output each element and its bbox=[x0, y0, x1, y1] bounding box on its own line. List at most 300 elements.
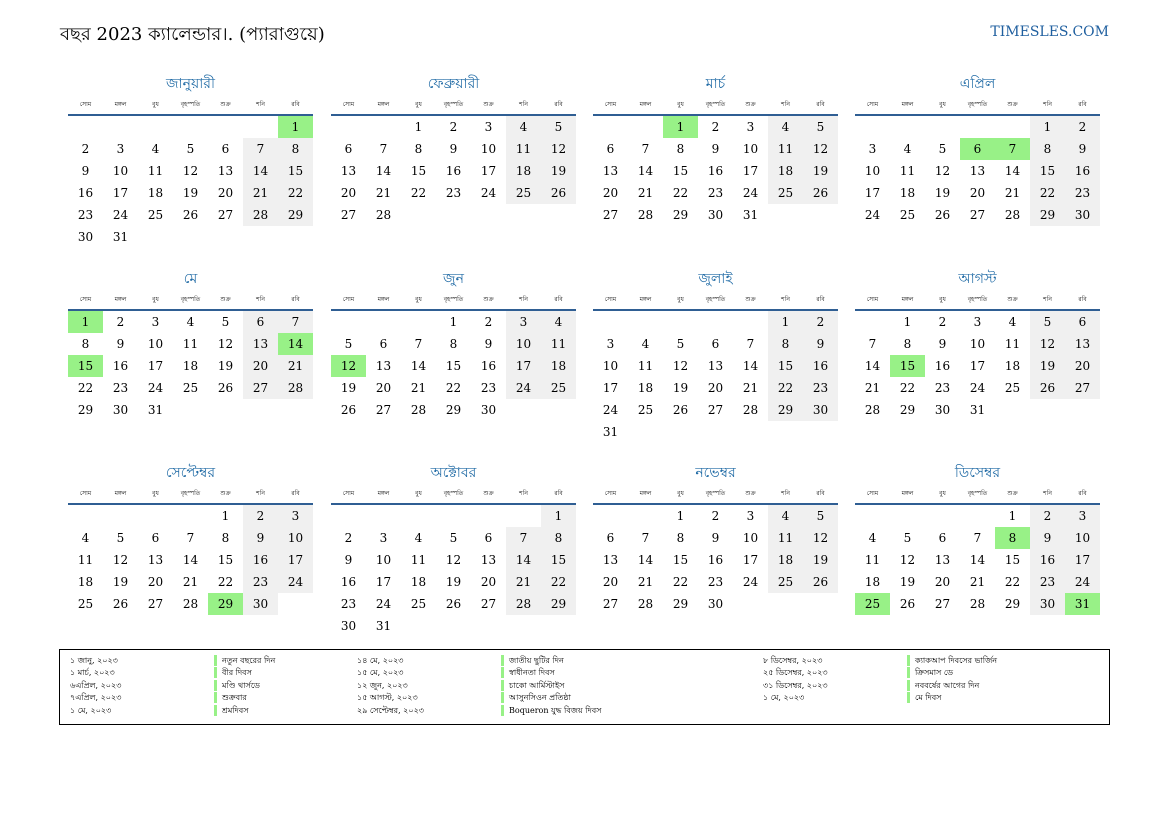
day-cell: 17 bbox=[742, 164, 759, 178]
month-calendar bbox=[855, 72, 1100, 226]
day-cell: 12 bbox=[672, 359, 689, 373]
day-cell: 21 bbox=[375, 186, 392, 200]
day-cell: 11 bbox=[768, 138, 803, 160]
weekday-label: মঙ্গল bbox=[114, 490, 127, 497]
holiday-day: 15 bbox=[890, 355, 925, 377]
day-cell: 6 bbox=[221, 142, 230, 156]
month-name: নভেম্বর bbox=[695, 465, 736, 481]
month-calendar bbox=[68, 461, 313, 615]
weekday-label: বৃহস্পতি bbox=[967, 296, 988, 303]
day-cell: 24 bbox=[112, 208, 129, 222]
day-cell: 20 bbox=[969, 186, 986, 200]
day-cell: 22 bbox=[899, 381, 916, 395]
day-cell: 13 bbox=[934, 553, 951, 567]
day-cell: 31 bbox=[602, 425, 619, 439]
holiday-name: নববর্ষের আগের দিন bbox=[907, 680, 979, 691]
holiday-date: ১৫ আগস্ট, ২০২৩ bbox=[357, 693, 418, 703]
day-cell: 10 bbox=[375, 553, 392, 567]
weekday-label: রবি bbox=[1078, 101, 1087, 108]
empty-cell bbox=[138, 116, 173, 138]
holiday-date: ১৫ মে, ২০২৩ bbox=[357, 668, 404, 678]
day-cell: 2 bbox=[711, 509, 720, 523]
day-cell: 17 bbox=[112, 186, 129, 200]
day-cell: 18 bbox=[541, 355, 576, 377]
day-cell: 14 bbox=[506, 549, 541, 571]
day-cell: 20 bbox=[243, 355, 278, 377]
weekday-label: মঙ্গল bbox=[901, 490, 914, 497]
weekday-label: রবি bbox=[554, 101, 563, 108]
holiday-row bbox=[70, 655, 400, 667]
day-cell: 28 bbox=[243, 204, 278, 226]
holiday-day: 31 bbox=[1065, 593, 1100, 615]
weekday-label: রবি bbox=[816, 101, 825, 108]
day-cell: 3 bbox=[484, 120, 493, 134]
day-cell: 17 bbox=[864, 186, 881, 200]
empty-cell bbox=[103, 116, 138, 138]
day-cell: 2 bbox=[116, 315, 125, 329]
day-cell: 16 bbox=[707, 553, 724, 567]
day-cell: 31 bbox=[742, 208, 759, 222]
day-cell: 6 bbox=[606, 142, 615, 156]
holiday-name: বীর দিবস bbox=[214, 667, 252, 678]
holiday-name: মে দিবস bbox=[907, 692, 941, 703]
month-name: সেপ্টেম্বর bbox=[165, 465, 216, 481]
day-cell: 30 bbox=[707, 208, 724, 222]
day-cell: 20 bbox=[707, 381, 724, 395]
day-cell: 27 bbox=[1065, 377, 1100, 399]
day-cell: 4 bbox=[151, 142, 160, 156]
day-cell: 20 bbox=[934, 575, 951, 589]
day-cell: 3 bbox=[868, 142, 877, 156]
empty-cell bbox=[890, 505, 925, 527]
day-cell: 25 bbox=[182, 381, 199, 395]
day-cell: 20 bbox=[1065, 355, 1100, 377]
day-cell: 5 bbox=[344, 337, 353, 351]
empty-cell bbox=[366, 505, 401, 527]
day-cell: 16 bbox=[707, 164, 724, 178]
day-cell: 31 bbox=[112, 230, 129, 244]
weekday-label: শুক্র bbox=[483, 101, 494, 108]
holiday-date: ১ জানু, ২০২৩ bbox=[70, 656, 118, 665]
month-name: ফেব্রুয়ারী bbox=[427, 76, 480, 92]
weekday-label: শনি bbox=[256, 490, 265, 497]
day-cell: 9 bbox=[344, 553, 353, 567]
day-grid bbox=[593, 116, 838, 226]
weekday-header bbox=[593, 291, 838, 311]
empty-cell bbox=[331, 505, 366, 527]
day-cell: 25 bbox=[637, 403, 654, 417]
empty-cell bbox=[628, 116, 663, 138]
day-cell: 11 bbox=[182, 337, 199, 351]
day-cell: 15 bbox=[445, 359, 462, 373]
day-cell: 14 bbox=[1004, 164, 1021, 178]
day-cell: 1 bbox=[541, 505, 576, 527]
day-cell: 1 bbox=[221, 509, 230, 523]
holiday-row bbox=[357, 692, 687, 704]
day-cell: 15 bbox=[672, 553, 689, 567]
holiday-day: 12 bbox=[331, 355, 366, 377]
weekday-label: শুক্র bbox=[220, 101, 231, 108]
month-calendar bbox=[593, 267, 838, 443]
weekday-label: শুক্র bbox=[1007, 101, 1018, 108]
month-calendar bbox=[593, 461, 838, 615]
day-cell: 26 bbox=[340, 403, 357, 417]
day-cell: 1 bbox=[1008, 509, 1017, 523]
day-cell: 20 bbox=[147, 575, 164, 589]
empty-cell bbox=[663, 311, 698, 333]
day-cell: 5 bbox=[803, 116, 838, 138]
day-cell: 26 bbox=[803, 182, 838, 204]
day-cell: 30 bbox=[480, 403, 497, 417]
empty-cell bbox=[68, 505, 103, 527]
day-cell: 15 bbox=[541, 549, 576, 571]
day-cell: 28 bbox=[637, 597, 654, 611]
day-cell: 30 bbox=[112, 403, 129, 417]
weekday-header bbox=[331, 485, 576, 505]
day-cell: 21 bbox=[410, 381, 427, 395]
day-cell: 12 bbox=[934, 164, 951, 178]
day-cell: 8 bbox=[278, 138, 313, 160]
day-grid bbox=[593, 505, 838, 615]
holiday-row bbox=[357, 667, 687, 679]
empty-cell bbox=[173, 116, 208, 138]
day-cell: 22 bbox=[672, 186, 689, 200]
holiday-name: নতুন বছরের দিন bbox=[214, 655, 275, 666]
day-cell: 26 bbox=[541, 182, 576, 204]
day-cell: 21 bbox=[969, 575, 986, 589]
holiday-date: ৬এপ্রিল, ২০২৩ bbox=[70, 680, 122, 690]
weekday-label: বৃহস্পতি bbox=[180, 490, 201, 497]
holiday-row bbox=[70, 680, 400, 692]
weekday-label: রবি bbox=[816, 296, 825, 303]
day-grid bbox=[331, 311, 576, 421]
day-grid bbox=[593, 311, 838, 443]
weekday-label: শুক্র bbox=[745, 296, 756, 303]
day-cell: 2 bbox=[938, 315, 947, 329]
day-cell: 29 bbox=[1030, 204, 1065, 226]
holiday-row bbox=[357, 680, 687, 692]
day-cell: 13 bbox=[375, 359, 392, 373]
day-cell: 25 bbox=[1004, 381, 1021, 395]
day-cell: 24 bbox=[506, 377, 541, 399]
day-cell: 6 bbox=[344, 142, 353, 156]
empty-cell bbox=[960, 116, 995, 138]
month-calendar bbox=[855, 461, 1100, 615]
day-cell: 18 bbox=[182, 359, 199, 373]
day-cell: 30 bbox=[934, 403, 951, 417]
weekday-label: শনি bbox=[781, 490, 790, 497]
day-cell: 10 bbox=[742, 142, 759, 156]
weekday-header bbox=[593, 485, 838, 505]
day-cell: 7 bbox=[379, 142, 388, 156]
holiday-date: ২৯ সেপ্টেম্বর, ২০২৩ bbox=[357, 705, 424, 715]
day-cell: 8 bbox=[1030, 138, 1065, 160]
day-grid bbox=[855, 505, 1100, 615]
month-calendar bbox=[331, 461, 576, 637]
holiday-row bbox=[763, 680, 1093, 692]
day-cell: 24 bbox=[480, 186, 497, 200]
weekday-label: মঙ্গল bbox=[377, 490, 390, 497]
day-cell: 27 bbox=[243, 377, 278, 399]
day-cell: 28 bbox=[182, 597, 199, 611]
day-cell: 22 bbox=[77, 381, 94, 395]
day-cell: 16 bbox=[445, 164, 462, 178]
day-cell: 4 bbox=[1008, 315, 1017, 329]
holiday-date: ১৪ মে, ২০২৩ bbox=[357, 656, 404, 665]
day-cell: 13 bbox=[969, 164, 986, 178]
day-cell: 19 bbox=[1030, 355, 1065, 377]
day-cell: 5 bbox=[221, 315, 230, 329]
day-cell: 30 bbox=[803, 399, 838, 421]
empty-cell bbox=[925, 505, 960, 527]
day-cell: 18 bbox=[768, 160, 803, 182]
holiday-day: 1 bbox=[663, 116, 698, 138]
weekday-label: রবি bbox=[554, 490, 563, 497]
day-cell: 3 bbox=[746, 120, 755, 134]
day-cell: 10 bbox=[506, 333, 541, 355]
weekday-label: রবি bbox=[291, 101, 300, 108]
day-cell: 9 bbox=[116, 337, 125, 351]
day-cell: 7 bbox=[868, 337, 877, 351]
day-cell: 17 bbox=[375, 575, 392, 589]
day-cell: 19 bbox=[182, 186, 199, 200]
day-cell: 25 bbox=[77, 597, 94, 611]
day-cell: 26 bbox=[217, 381, 234, 395]
day-cell: 2 bbox=[803, 311, 838, 333]
day-cell: 19 bbox=[803, 549, 838, 571]
day-cell: 14 bbox=[742, 359, 759, 373]
weekday-label: সোম bbox=[866, 490, 879, 497]
day-cell: 3 bbox=[278, 505, 313, 527]
day-cell: 19 bbox=[112, 575, 129, 589]
day-cell: 6 bbox=[243, 311, 278, 333]
day-cell: 9 bbox=[711, 531, 720, 545]
holiday-day: 29 bbox=[208, 593, 243, 615]
empty-cell bbox=[960, 505, 995, 527]
day-cell: 15 bbox=[768, 355, 803, 377]
day-cell: 16 bbox=[480, 359, 497, 373]
day-cell: 2 bbox=[484, 315, 493, 329]
day-cell: 27 bbox=[602, 597, 619, 611]
day-cell: 11 bbox=[768, 527, 803, 549]
day-cell: 14 bbox=[637, 553, 654, 567]
day-cell: 2 bbox=[344, 531, 353, 545]
day-grid bbox=[68, 505, 313, 615]
day-cell: 23 bbox=[243, 571, 278, 593]
holiday-name: শুক্রবার bbox=[214, 692, 247, 703]
day-cell: 13 bbox=[707, 359, 724, 373]
day-cell: 23 bbox=[934, 381, 951, 395]
day-cell: 24 bbox=[969, 381, 986, 395]
day-grid bbox=[68, 116, 313, 248]
empty-cell bbox=[593, 505, 628, 527]
empty-cell bbox=[331, 116, 366, 138]
day-cell: 28 bbox=[742, 403, 759, 417]
day-cell: 5 bbox=[116, 531, 125, 545]
weekday-label: বৃহস্পতি bbox=[705, 490, 726, 497]
day-cell: 19 bbox=[217, 359, 234, 373]
empty-cell bbox=[366, 311, 401, 333]
day-cell: 14 bbox=[182, 553, 199, 567]
day-cell: 30 bbox=[1030, 593, 1065, 615]
month-name: অক্টোবর bbox=[430, 465, 477, 481]
day-cell: 17 bbox=[147, 359, 164, 373]
day-cell: 29 bbox=[541, 593, 576, 615]
day-cell: 5 bbox=[903, 531, 912, 545]
day-cell: 21 bbox=[637, 186, 654, 200]
holiday-day: 15 bbox=[68, 355, 103, 377]
day-cell: 17 bbox=[278, 549, 313, 571]
day-cell: 13 bbox=[602, 164, 619, 178]
day-cell: 4 bbox=[506, 116, 541, 138]
day-cell: 11 bbox=[506, 138, 541, 160]
day-cell: 9 bbox=[81, 164, 90, 178]
day-cell: 14 bbox=[375, 164, 392, 178]
day-cell: 20 bbox=[375, 381, 392, 395]
weekday-label: রবি bbox=[1078, 296, 1087, 303]
day-cell: 11 bbox=[899, 164, 916, 178]
day-cell: 24 bbox=[742, 575, 759, 589]
day-cell: 23 bbox=[803, 377, 838, 399]
holiday-column bbox=[763, 655, 1093, 705]
day-cell: 23 bbox=[77, 208, 94, 222]
weekday-label: বুধ bbox=[939, 490, 946, 497]
day-cell: 10 bbox=[969, 337, 986, 351]
weekday-label: বুধ bbox=[939, 101, 946, 108]
day-grid bbox=[331, 505, 576, 637]
holiday-name: চাকো আর্মিস্টাইস bbox=[501, 680, 564, 691]
month-name: জুন bbox=[443, 271, 464, 287]
holiday-day: 7 bbox=[995, 138, 1030, 160]
day-cell: 5 bbox=[803, 505, 838, 527]
weekday-label: বৃহস্পতি bbox=[967, 490, 988, 497]
day-cell: 22 bbox=[768, 377, 803, 399]
empty-cell bbox=[593, 311, 628, 333]
day-grid bbox=[855, 116, 1100, 226]
holiday-date: ২৫ ডিসেম্বর, ২০২৩ bbox=[763, 668, 828, 678]
day-cell: 29 bbox=[672, 208, 689, 222]
day-cell: 4 bbox=[414, 531, 423, 545]
weekday-label: শনি bbox=[519, 490, 528, 497]
day-cell: 15 bbox=[410, 164, 427, 178]
day-cell: 25 bbox=[410, 597, 427, 611]
day-cell: 31 bbox=[147, 403, 164, 417]
day-cell: 21 bbox=[1004, 186, 1021, 200]
day-cell: 21 bbox=[506, 571, 541, 593]
weekday-label: মঙ্গল bbox=[377, 296, 390, 303]
day-cell: 27 bbox=[217, 208, 234, 222]
day-cell: 12 bbox=[803, 138, 838, 160]
day-cell: 5 bbox=[1030, 311, 1065, 333]
day-cell: 21 bbox=[243, 182, 278, 204]
day-cell: 12 bbox=[182, 164, 199, 178]
site-link[interactable]: TIMESLES.COM bbox=[990, 24, 1109, 40]
day-cell: 2 bbox=[243, 505, 278, 527]
weekday-header bbox=[68, 485, 313, 505]
empty-cell bbox=[628, 505, 663, 527]
day-cell: 11 bbox=[147, 164, 164, 178]
day-cell: 23 bbox=[707, 575, 724, 589]
weekday-label: বুধ bbox=[677, 101, 684, 108]
day-cell: 24 bbox=[147, 381, 164, 395]
day-cell: 1 bbox=[449, 315, 458, 329]
day-cell: 27 bbox=[969, 208, 986, 222]
day-cell: 22 bbox=[672, 575, 689, 589]
day-cell: 9 bbox=[243, 527, 278, 549]
weekday-label: সোম bbox=[342, 101, 355, 108]
weekday-label: রবি bbox=[554, 296, 563, 303]
day-cell: 7 bbox=[243, 138, 278, 160]
day-cell: 24 bbox=[864, 208, 881, 222]
weekday-label: বৃহস্পতি bbox=[705, 101, 726, 108]
empty-cell bbox=[401, 505, 436, 527]
day-cell: 17 bbox=[1065, 549, 1100, 571]
day-cell: 6 bbox=[379, 337, 388, 351]
day-cell: 26 bbox=[803, 571, 838, 593]
day-cell: 27 bbox=[340, 208, 357, 222]
day-cell: 1 bbox=[768, 311, 803, 333]
day-cell: 22 bbox=[1004, 575, 1021, 589]
day-cell: 7 bbox=[278, 311, 313, 333]
day-cell: 10 bbox=[1065, 527, 1100, 549]
day-cell: 3 bbox=[606, 337, 615, 351]
weekday-label: শনি bbox=[781, 296, 790, 303]
day-cell: 12 bbox=[899, 553, 916, 567]
day-cell: 24 bbox=[742, 186, 759, 200]
day-cell: 10 bbox=[480, 142, 497, 156]
day-cell: 11 bbox=[77, 553, 94, 567]
day-cell: 17 bbox=[480, 164, 497, 178]
day-cell: 18 bbox=[899, 186, 916, 200]
day-cell: 23 bbox=[112, 381, 129, 395]
weekday-label: বুধ bbox=[152, 296, 159, 303]
day-cell: 15 bbox=[278, 160, 313, 182]
day-cell: 18 bbox=[768, 549, 803, 571]
holiday-date: ১২ জুন, ২০২৩ bbox=[357, 680, 408, 690]
empty-cell bbox=[471, 505, 506, 527]
day-cell: 3 bbox=[746, 509, 755, 523]
holiday-day: 14 bbox=[278, 333, 313, 355]
month-calendar bbox=[68, 72, 313, 248]
day-cell: 28 bbox=[506, 593, 541, 615]
holiday-name: ক্রিসমাস ডে bbox=[907, 667, 953, 678]
day-cell: 22 bbox=[217, 575, 234, 589]
day-cell: 8 bbox=[414, 142, 423, 156]
weekday-label: বৃহস্পতি bbox=[967, 101, 988, 108]
day-cell: 15 bbox=[1004, 553, 1021, 567]
day-cell: 8 bbox=[768, 333, 803, 355]
day-cell: 8 bbox=[676, 142, 685, 156]
day-cell: 6 bbox=[938, 531, 947, 545]
day-cell: 21 bbox=[278, 355, 313, 377]
day-cell: 27 bbox=[480, 597, 497, 611]
holiday-row bbox=[763, 655, 1093, 667]
day-cell: 27 bbox=[147, 597, 164, 611]
weekday-label: বুধ bbox=[677, 490, 684, 497]
day-cell: 26 bbox=[1030, 377, 1065, 399]
day-cell: 30 bbox=[707, 597, 724, 611]
weekday-label: শনি bbox=[256, 296, 265, 303]
day-cell: 19 bbox=[445, 575, 462, 589]
holiday-name: শ্রমদিবস bbox=[214, 705, 249, 716]
day-cell: 27 bbox=[602, 208, 619, 222]
day-cell: 25 bbox=[147, 208, 164, 222]
day-cell: 12 bbox=[1030, 333, 1065, 355]
holiday-row bbox=[70, 667, 400, 679]
day-cell: 5 bbox=[541, 116, 576, 138]
weekday-label: বুধ bbox=[939, 296, 946, 303]
day-cell: 20 bbox=[602, 186, 619, 200]
